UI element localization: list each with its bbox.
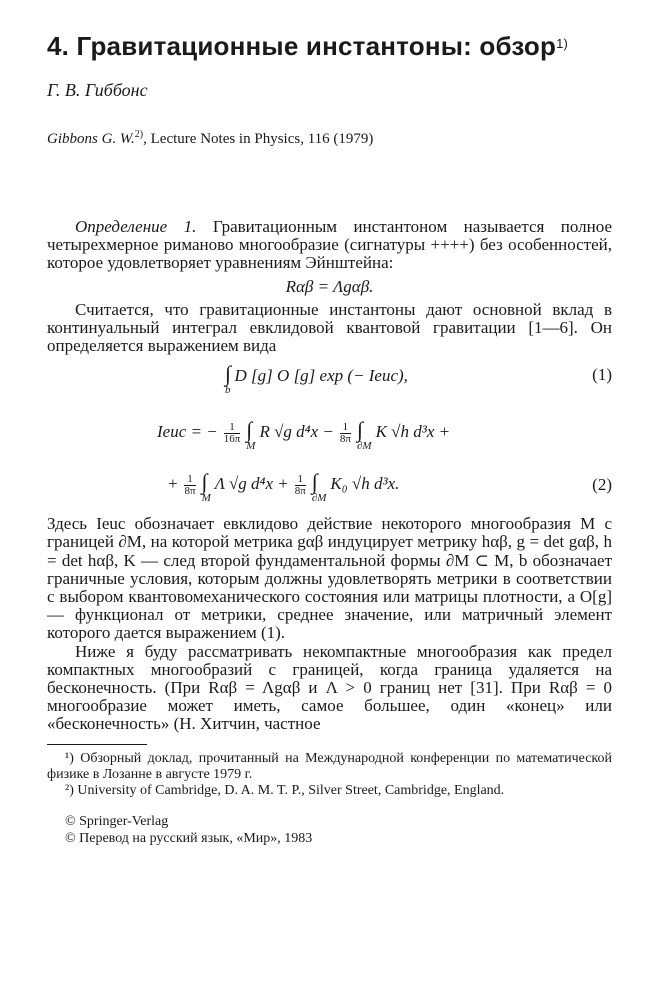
integral-sign: ∫ (311, 469, 318, 495)
equation-2-term-1: R √g d⁴x − (259, 422, 334, 442)
definition-label: Определение 1. (75, 217, 197, 236)
copyright-line-springer: © Springer-Verlag (65, 813, 169, 829)
citation-footnote-marker: 2) (134, 129, 144, 140)
integral-sign: ∫ (356, 417, 363, 443)
einstein-equation: Rαβ = Λgαβ. (285, 276, 374, 296)
citation-author: Gibbons G. W. (47, 131, 135, 147)
integral-sign: ∫ (225, 361, 232, 387)
action-lhs: Ieuc = − (157, 422, 218, 442)
article-title: 4. Гравитационные инстантоны: обзор$^{1)}$ (47, 31, 569, 61)
footnote-divider (47, 744, 147, 745)
fraction-1-8pi: $\frac{1}{8\pi}$ (339, 420, 351, 445)
equation-2-term-3: Λ √g d⁴x + (214, 474, 289, 494)
fraction-1-8pi: $\frac{1}{8\pi}$ (294, 472, 306, 497)
equation-1 (47, 355, 612, 407)
source-citation (47, 124, 612, 146)
citation-rest: , Lecture Notes in Physics, 116 (1979) (143, 131, 374, 147)
integral-limit: M (201, 492, 211, 505)
footnote-2: ²) University of Cambridge, D. A. M. T. P., Silver Street, Cambridge, England. (65, 782, 505, 798)
fraction-1-8pi: $\frac{1}{8\pi}$ (184, 472, 196, 497)
footnote-1: ¹) Обзорный доклад, прочитанный на Международной конференции по математической физике в Лозанне в августе 1979 г. (47, 750, 612, 782)
equation-2-term-2: K √h d³x + (375, 422, 451, 442)
integral-sign: ∫ (246, 417, 253, 443)
paragraph-noncompact: Ниже я буду рассматривать некомпактные многообразия как предел компактных многообразий с границей, когда граница удаляется на бесконечность. (При Rαβ = Λgαβ и Λ > 0 границ нет [31]. При Rαβ = 0 многообразие может иметь, самое большее, один «конец» или «бесконечность» (Н. Хитчин, частное (47, 641, 612, 734)
equation-2-line-2 (47, 459, 612, 515)
integral-sign: ∫ (201, 469, 208, 495)
paragraph-action-explanation: Здесь Ieuc обозначает евклидово действие некоторого многообразия M с границей ∂M, на которой метрика gαβ индуцирует метрику hαβ, g = det gαβ, h = det hαβ, K — след второй фундаментальной формы ∂M ⊂ M, b обозначает граничные условия, которым должны удовлетворять метрики в соответствии с выбором квантовомеханического состояния или матрицы плотности, а O[g] — функционал от метрики, среднее значение, или матричный элемент которого дается выражением (1). (47, 514, 612, 643)
paragraph-path-integral: Считается, что гравитационные инстантоны дают основной вклад в континуальный интеграл евклидовой квантовой гравитации [1—6]. Он определяется выражением вида (47, 299, 612, 356)
equation-1-body: D [g] O [g] exp (− Ieuc), (234, 366, 408, 386)
author-name: Г. В. Гиббонс (47, 80, 148, 100)
equation-2-line-1 (47, 407, 612, 459)
copyright-block (47, 813, 612, 847)
title-footnote-marker: 1) (556, 36, 569, 51)
equation-1-number: (1) (592, 365, 612, 385)
copyright-line-translation: © Перевод на русский язык, «Мир», 1983 (65, 830, 313, 846)
page (47, 26, 612, 847)
integral-limit: b (225, 384, 231, 397)
integral-limit: ∂M (311, 492, 327, 505)
equation-2-lead: + (167, 474, 179, 494)
integral-limit: M (246, 440, 256, 453)
integral-limit: ∂M (356, 440, 372, 453)
fraction-1-16pi: $\frac{1}{16\pi}$ (223, 420, 241, 445)
definition-paragraph (47, 218, 612, 273)
equation-2-term-4: K₀ √h d³x. (330, 474, 400, 494)
equation-2-number: (2) (592, 475, 612, 495)
definition-text: Гравитационным инстантоном называется полное четырехмерное риманово многообразие (сигнатуры ++++) без особенностей, которое удовлетворяет уравнениям Эйнштейна: (47, 217, 612, 273)
